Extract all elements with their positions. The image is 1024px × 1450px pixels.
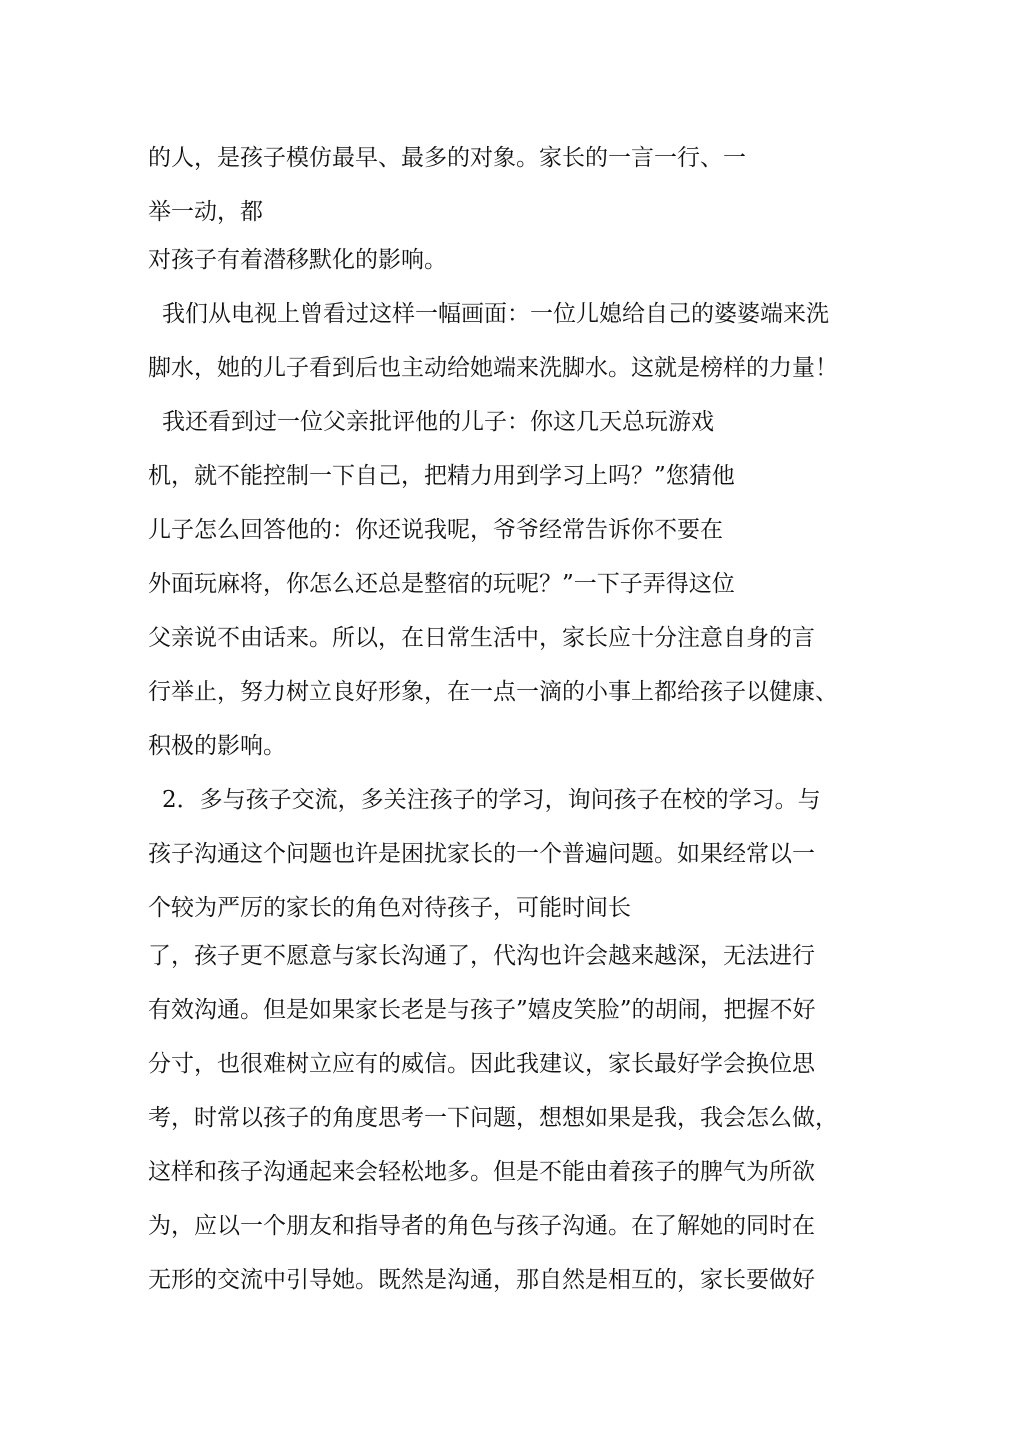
text-line: 有效沟通。但是如果家长老是与孩子”嬉皮笑脸”的胡闹，把握不好 [148,997,816,1023]
text-line: 无形的交流中引导她。既然是沟通，那自然是相互的，家长要做好 [148,1267,815,1293]
text-line: 为，应以一个朋友和指导者的角色与孩子沟通。在了解她的同时在 [148,1213,815,1239]
text-line: 行举止，努力树立良好形象，在一点一滴的小事上都给孩子以健康、 [148,679,838,705]
document-body [148,136,888,1312]
text-line: 孩子沟通这个问题也许是困扰家长的一个普遍问题。如果经常以一 [148,841,815,867]
text-line: 脚水，她的儿子看到后也主动给她端来洗脚水。这就是榜样的力量！ [148,355,838,381]
section-heading-line: 2．多与孩子交流，多关注孩子的学习，询问孩子在校的学习。与 [162,787,821,813]
text-line: 举一动，都 [148,199,263,225]
text-line: 分寸，也很难树立应有的威信。因此我建议，家长最好学会换位思 [148,1051,815,1077]
paragraph-start-line: 我还看到过一位父亲批评他的儿子：你这几天总玩游戏 [162,409,714,435]
text-line: 儿子怎么回答他的：你还说我呢，爷爷经常告诉你不要在 [148,517,723,543]
text-line: 个较为严厉的家长的角色对待孩子，可能时间长 [148,895,631,921]
text-line: 的人，是孩子模仿最早、最多的对象。家长的一言一行、一 [148,145,746,171]
text-line: 机，就不能控制一下自己，把精力用到学习上吗？”您猜他 [148,463,735,489]
text-line: 父亲说不由话来。所以，在日常生活中，家长应十分注意自身的言 [148,625,815,651]
text-line: 积极的影响。 [148,733,286,759]
paragraph-start-line: 我们从电视上曾看过这样一幅画面：一位儿媳给自己的婆婆端来洗 [162,301,829,327]
text-line: 外面玩麻将，你怎么还总是整宿的玩呢？”一下子弄得这位 [148,571,735,597]
text-line: 对孩子有着潜移默化的影响。 [148,247,447,273]
text-line: 考，时常以孩子的角度思考一下问题，想想如果是我，我会怎么做， [148,1105,838,1131]
text-line: 这样和孩子沟通起来会轻松地多。但是不能由着孩子的脾气为所欲 [148,1159,815,1185]
text-line: 了，孩子更不愿意与家长沟通了，代沟也许会越来越深，无法进行 [148,943,815,969]
